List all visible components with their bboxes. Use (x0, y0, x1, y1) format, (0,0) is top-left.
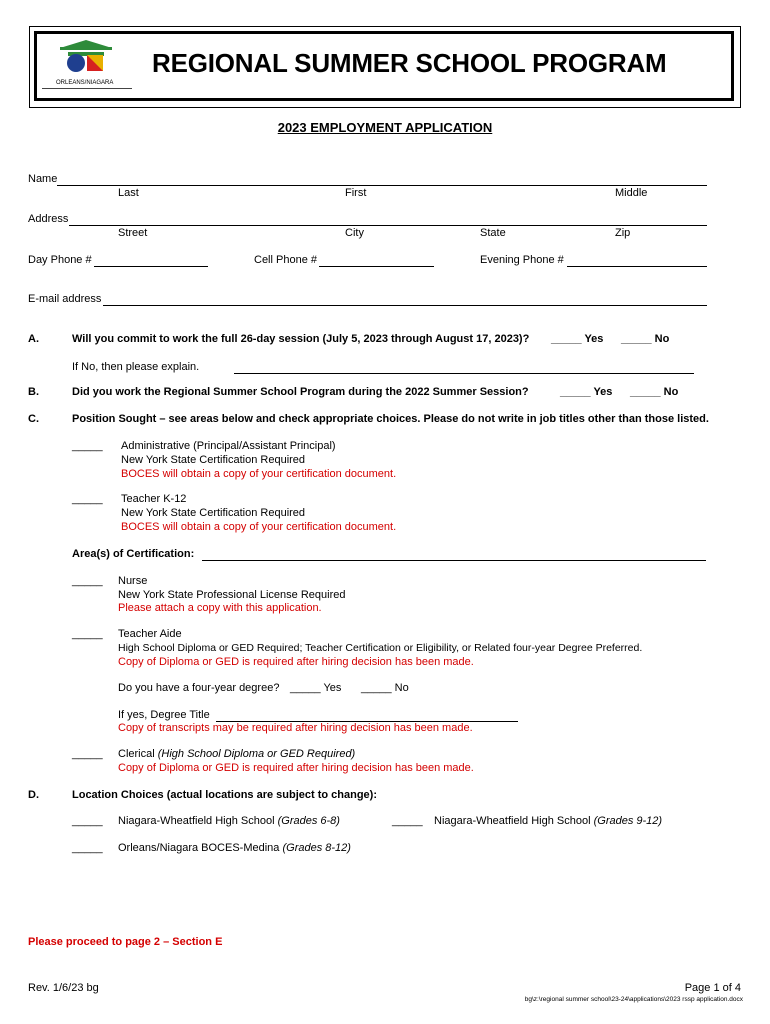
application-subtitle: 2023 EMPLOYMENT APPLICATION (277, 120, 493, 135)
evening-phone-label: Evening Phone # (480, 254, 564, 266)
section-b-letter: B. (28, 386, 39, 398)
address-sub-street: Street (118, 227, 148, 239)
location-1-checkbox-blank[interactable]: _____ (72, 815, 103, 827)
nurse-note: Please attach a copy with this application. (118, 602, 322, 614)
email-label: E-mail address (28, 293, 102, 305)
footer-revision: Rev. 1/6/23 bg (28, 982, 99, 994)
section-c-letter: C. (28, 413, 39, 425)
location-1 (118, 815, 340, 827)
location-2-checkbox-blank[interactable]: _____ (392, 815, 423, 827)
section-c-question: Position Sought – see areas below and check appropriate choices. Please do not write in job titles other than those listed. (72, 413, 709, 425)
section-a-question: Will you commit to work the full 26-day session (July 5, 2023 through August 17, 2023)? (72, 333, 530, 345)
section-d-letter: D. (28, 789, 39, 801)
nurse-checkbox-blank[interactable]: _____ (72, 575, 103, 587)
location-2 (434, 815, 662, 827)
name-sub-last: Last (118, 187, 139, 199)
proceed-note: Please proceed to page 2 – Section E (28, 936, 223, 948)
clerical-title-requirement: (High School Diploma or GED Required) (157, 748, 356, 760)
footer-file-path: bg\z:\regional summer school\23-24\applications\2023 rssp application.docx (524, 996, 743, 1003)
degree-question: Do you have a four-year degree? (118, 682, 280, 694)
footer-page-number: Page 1 of 4 (684, 982, 741, 994)
logo-text: ORLEANS/NIAGARA (56, 80, 114, 86)
section-a-explain-label: If No, then please explain. (72, 361, 200, 373)
section-b-yes[interactable]: _____ Yes (560, 386, 613, 398)
evening-phone-field[interactable] (567, 266, 707, 267)
aide-req: High School Diploma or GED Required; Teacher Certification or Eligibility, or Related four-year Degree Preferred. (118, 642, 643, 654)
section-b-question: Did you work the Regional Summer School Program during the 2022 Summer Session? (72, 386, 529, 398)
name-sub-first: First (345, 187, 367, 199)
location-3-checkbox-blank[interactable]: _____ (72, 842, 103, 854)
address-sub-zip: Zip (615, 227, 631, 239)
teacher-checkbox-blank[interactable]: _____ (72, 493, 103, 505)
admin-checkbox-blank[interactable]: _____ (72, 440, 103, 452)
degree-title-label: If yes, Degree Title (118, 709, 210, 721)
admin-title: Administrative (Principal/Assistant Principal) (121, 440, 336, 452)
name-label: Name (28, 173, 58, 185)
location-2-name: Niagara-Wheatfield High School (434, 815, 591, 827)
section-a-no[interactable]: _____ No (621, 333, 670, 345)
address-sub-city: City (345, 227, 364, 239)
nurse-req: New York State Professional License Required (118, 589, 346, 601)
section-a-explain-field[interactable] (234, 373, 694, 374)
email-field[interactable] (103, 305, 707, 306)
location-3-name: Orleans/Niagara BOCES-Medina (118, 842, 280, 854)
clerical-note: Copy of Diploma or GED is required after hiring decision has been made. (118, 762, 474, 774)
degree-no[interactable]: _____ No (361, 682, 409, 694)
address-field[interactable] (69, 225, 707, 226)
name-field[interactable] (57, 185, 707, 186)
location-1-name: Niagara-Wheatfield High School (118, 815, 275, 827)
aide-note: Copy of Diploma or GED is required after hiring decision has been made. (118, 656, 474, 668)
transcripts-note: Copy of transcripts may be required after hiring decision has been made. (118, 722, 473, 734)
teacher-note: BOCES will obtain a copy of your certification document. (121, 521, 397, 533)
teacher-req: New York State Certification Required (121, 507, 306, 519)
admin-req: New York State Certification Required (121, 454, 306, 466)
page-title: REGIONAL SUMMER SCHOOL PROGRAM (152, 48, 667, 78)
cell-phone-field[interactable] (319, 266, 434, 267)
location-3-grades: (Grades 8-12) (282, 842, 351, 854)
section-b-no[interactable]: _____ No (630, 386, 679, 398)
clerical-title: Clerical (118, 748, 155, 760)
degree-yes[interactable]: _____ Yes (290, 682, 342, 694)
nurse-title: Nurse (118, 575, 148, 587)
areas-field[interactable] (202, 560, 706, 561)
orleans-niagara-logo (38, 38, 138, 96)
section-a-letter: A. (28, 333, 39, 345)
address-sub-state: State (480, 227, 506, 239)
clerical-title-line (118, 748, 355, 760)
clerical-checkbox-blank[interactable]: _____ (72, 748, 103, 760)
day-phone-field[interactable] (94, 266, 208, 267)
aide-title: Teacher Aide (118, 628, 182, 640)
name-sub-middle: Middle (615, 187, 648, 199)
section-a-yes[interactable]: _____ Yes (551, 333, 604, 345)
location-1-grades: (Grades 6-8) (277, 815, 340, 827)
day-phone-label: Day Phone # (28, 254, 92, 266)
cell-phone-label: Cell Phone # (254, 254, 317, 266)
areas-label: Area(s) of Certification: (72, 548, 195, 560)
section-d-question: Location Choices (actual locations are subject to change): (72, 789, 378, 801)
aide-checkbox-blank[interactable]: _____ (72, 628, 103, 640)
location-3 (118, 842, 351, 854)
address-label: Address (28, 213, 69, 225)
teacher-title: Teacher K-12 (121, 493, 187, 505)
location-2-grades: (Grades 9-12) (593, 815, 663, 827)
admin-note: BOCES will obtain a copy of your certification document. (121, 468, 397, 480)
